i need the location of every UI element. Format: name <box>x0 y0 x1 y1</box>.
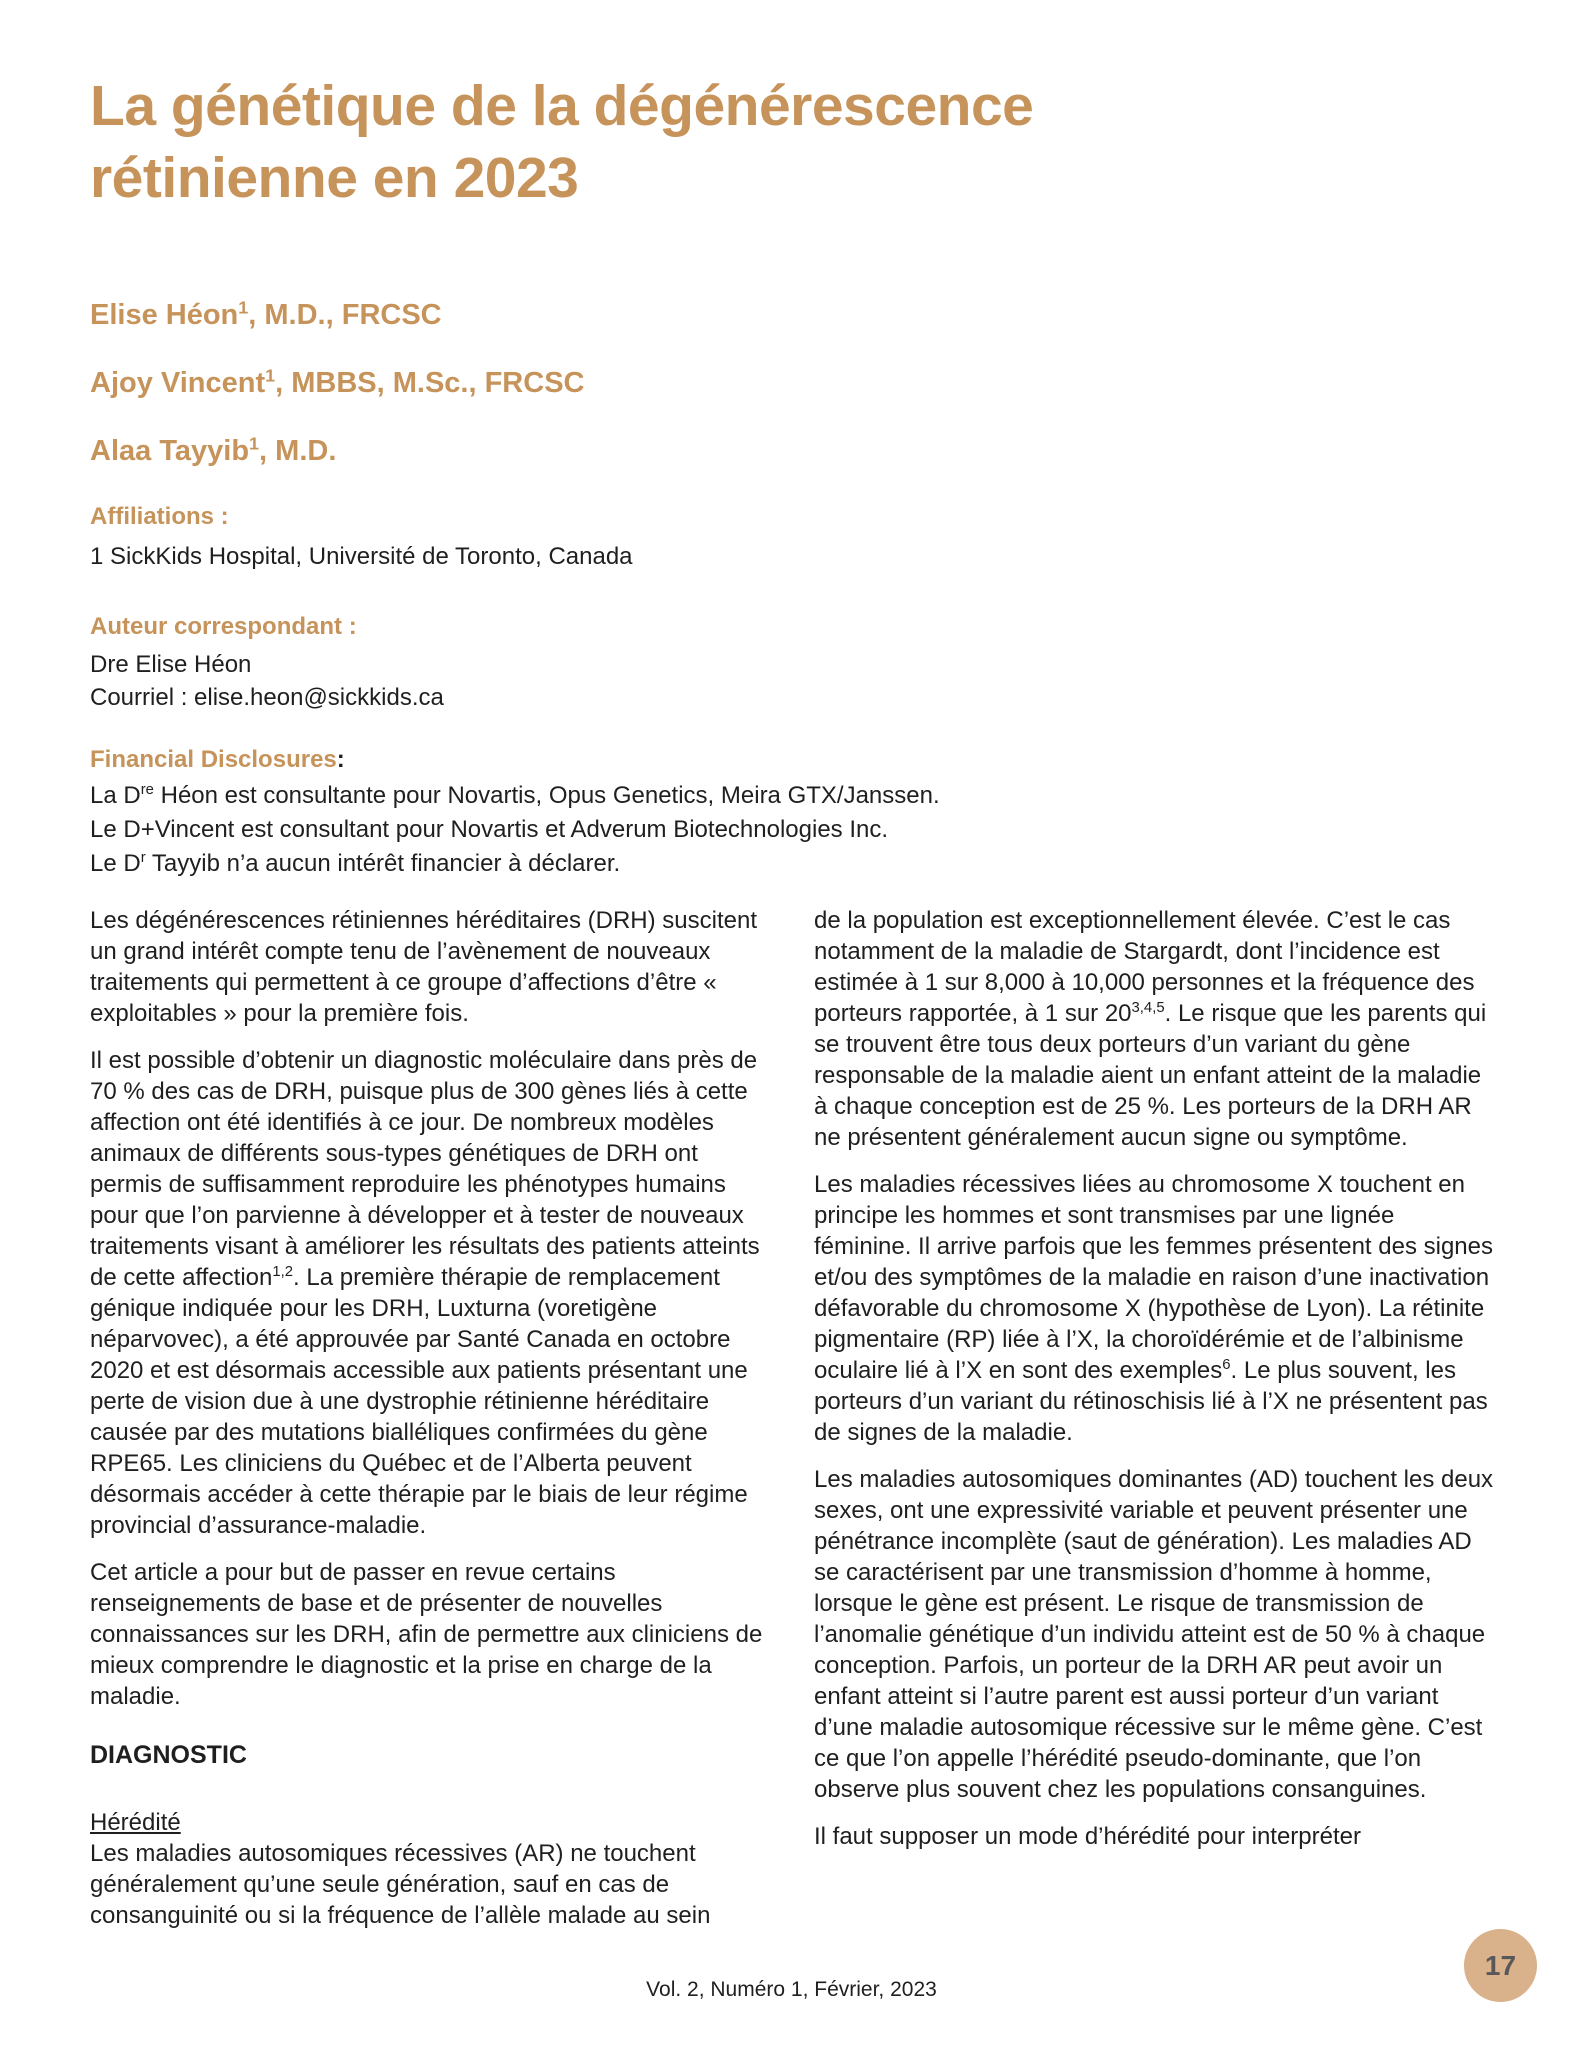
affiliations-block <box>90 502 1495 573</box>
disclosures-block <box>90 745 1495 881</box>
paragraph-heredity-mode: Il faut supposer un mode d’hérédité pour interpréter <box>814 1823 1361 1850</box>
disclosures-colon: : <box>336 746 345 773</box>
page-title: La génétique de la dégénérescence rétinienne en 2023 <box>90 74 1034 210</box>
author-name-1: Elise Héon$^1$, M.D., FRCSC <box>90 297 442 331</box>
correspondent-label: Auteur correspondant : <box>90 613 357 640</box>
paragraph-stargardt: de la population est exceptionnellement élevée. C’est le cas notamment de la maladie de Stargardt, dont l’incidence est estimée à 1 sur 8,000 à 10,000 personnes et la fréquence des porteurs rapportée, à 1 sur 20$^{3,4,5}$. Le risque que les parents qui se trouvent être tous deux porteurs d’un variant du gène responsable de la maladie aient un enfant atteint de la maladie à chaque conception est de 25 %. Les porteurs de la DRH AR ne présentent généralement aucun signe ou symptôme. <box>814 907 1487 1151</box>
author-list <box>90 298 1495 468</box>
paragraph-intro: Les dégénérescences rétiniennes héréditaires (DRH) suscitent un grand intérêt compte tenu de l’avènement de nouveaux traitements qui permettent à ce groupe d’affections d’être « exploitables » pour la première fois. <box>90 907 758 1027</box>
author-name-2: Ajoy Vincent$^1$, MBBS, M.Sc., FRCSC <box>90 365 585 399</box>
right-column <box>814 905 1494 1931</box>
affiliations-text: 1 SickKids Hospital, Université de Toronto, Canada <box>90 543 633 570</box>
disclosures-label-text: Financial Disclosures <box>90 746 337 773</box>
disclosure-line-1: La Dre Héon est consultante pour Novartis, Opus Genetics, Meira GTX/Janssen. <box>90 782 940 809</box>
article-body <box>90 905 1495 1931</box>
paragraph-autosomal-dominant: Les maladies autosomiques dominantes (AD) touchent les deux sexes, ont une expressivité variable et peuvent présenter une pénétrance incomplète (saut de génération). Les maladies AD se caractérisent par une transmission d’homme à homme, lorsque le gène est présent. Le risque de transmission de l’anomalie génétique d’un individu atteint est de 50 % à chaque conception. Parfois, un porteur de la DRH AR peut avoir un enfant atteint si l’autre parent est aussi porteur d’un variant d’une maladie autosomique récessive sur le même gène. C’est ce que l’on appelle l’hérédité pseudo-dominante, que l’on observe plus souvent chez les populations consanguines. <box>814 1466 1494 1803</box>
disclosure-line-2: Le D+Vincent est consultant pour Novartis et Adverum Biotechnologies Inc. <box>90 816 889 843</box>
left-column <box>90 905 770 1931</box>
affiliations-label: Affiliations : <box>90 503 229 530</box>
correspondent-name: Dre Elise Héon <box>90 651 252 678</box>
paragraph-x-linked: Les maladies récessives liées au chromosome X touchent en principe les hommes et sont transmises par une lignée féminine. Il arrive parfois que les femmes présentent des signes et/ou des symptômes de la maladie en raison d’une inactivation défavorable du chromosome X (hypothèse de Lyon). La rétinite pigmentaire (RP) liée à l’X, la choroïdérémie et de l’albinisme oculaire lié à l’X en sont des exemples$^6$. Le plus souvent, les porteurs d’un variant du rétinoschisis lié à l’X ne présentent pas de signes de la maladie. <box>814 1171 1493 1446</box>
paragraph-autosomal-recessive: Les maladies autosomiques récessives (AR) ne touchent généralement qu’une seule génération, sauf en cas de consanguinité ou si la fréquence de l’allèle malade au sein <box>90 1840 711 1929</box>
author-name-3: Alaa Tayyib$^1$, M.D. <box>90 433 337 467</box>
correspondent-block <box>90 612 1495 714</box>
subsection-heading-heredite: Hérédité <box>90 1809 181 1836</box>
paragraph-article-purpose: Cet article a pour but de passer en revue certains renseignements de base et de présenter de nouvelles connaissances sur les DRH, afin de permettre aux cliniciens de mieux comprendre le diagnostic et la prise en charge de la maladie. <box>90 1559 763 1710</box>
disclosures-label <box>90 745 1495 775</box>
page-footer: Vol. 2, Numéro 1, Février, 2023 <box>646 1978 937 2001</box>
disclosure-line-3: Le $D^r$ Tayyib n’a aucun intérêt financier à déclarer. <box>90 850 621 877</box>
page-number: 17 <box>1484 1949 1517 1981</box>
paragraph-diagnostic-molecular: Il est possible d’obtenir un diagnostic moléculaire dans près de 70 % des cas de DRH, puisque plus de 300 gènes liés à cette affection ont été identifiés à ce jour. De nombreux modèles animaux de différents sous-types génétiques de DRH ont permis de suffisamment reproduire les phénotypes humains pour que l’on parvienne à développer et à tester de nouveaux traitements visant à améliorer les résultats des patients atteints de cette affection$^{1,2}$. La première thérapie de remplacement génique indiquée pour les DRH, Luxturna (voretigène néparvovec), a été approuvée par Santé Canada en octobre 2020 et est désormais accessible aux patients présentant une perte de vision due à une dystrophie rétinienne héréditaire causée par des mutations bialléliques confirmées du gène RPE65. Les cliniciens du Québec et de l’Alberta peuvent désormais accéder à cette thérapie par le biais de leur régime provincial d’assurance-maladie. <box>90 1047 760 1539</box>
correspondent-email: Courriel : elise.heon@sickkids.ca <box>90 684 444 711</box>
page-number-badge <box>1464 1929 1537 2002</box>
section-heading-diagnostic: DIAGNOSTIC <box>90 1741 247 1769</box>
